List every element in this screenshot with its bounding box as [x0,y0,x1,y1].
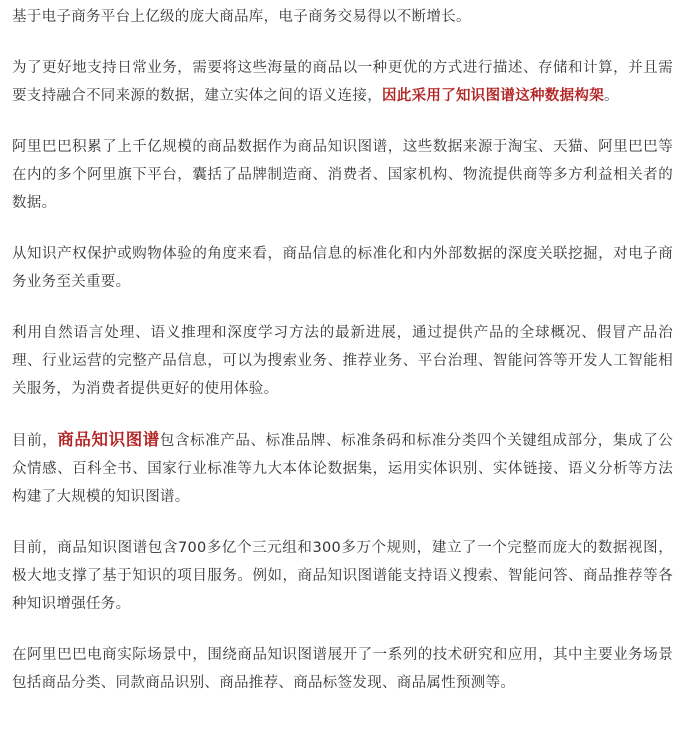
paragraph-text: 。 [604,88,619,104]
paragraph-text: 在阿里巴巴电商实际场景中，围绕商品知识图谱展开了一系列的技术研究和应用，其中主要业务场景包括商品分类、同款商品识别、商品推荐、商品标签发现、商品属性预测等。 [12,647,673,691]
paragraph-text: 包含标准产品、标准品牌、标准条码和标准分类四个关键组成部分，集成了公众情感、百科全书、国家行业标准等九大本体论数据集，运用实体识别、实体链接、语义分析等方法构建了大规模的知识图谱。 [12,433,674,505]
paragraph-text: 目前， [12,433,58,449]
paragraph-alibaba-data [12,133,673,217]
highlight-text: 商品知识图谱 [57,430,160,449]
highlight-text: 因此采用了知识图谱这种数据构架 [382,88,604,104]
paragraph-text: 目前，商品知识图谱包含700多亿个三元组和300多万个规则，建立了一个完整而庞大的数据视图，极大地支撑了基于知识的项目服务。例如，商品知识图谱能支持语义搜索、智能问答、商品推荐等各种知识增强任务。 [12,540,673,612]
paragraph-text: 为了更好地支持日常业务，需要将这些海量的商品以一种更优的方式进行描述、存储和计算，并且需要支持融合不同来源的数据，建立实体之间的语义连接， [12,60,673,104]
paragraph-graph-scale [12,534,673,618]
paragraph-text: 阿里巴巴积累了上千亿规模的商品数据作为商品知识图谱，这些数据来源于淘宝、天猫、阿里巴巴等在内的多个阿里旗下平台，囊括了品牌制造商、消费者、国家机构、物流提供商等多方利益相关者的数据。 [12,139,673,211]
paragraph-knowledge-graph-motivation [12,54,673,110]
paragraph-text: 利用自然语言处理、语义推理和深度学习方法的最新进展，通过提供产品的全球概况、假冒产品治理、行业运营的完整产品信息，可以为搜索业务、推荐业务、平台治理、智能问答等开发人工智能相关服务，为消费者提供更好的使用体验。 [12,325,673,397]
paragraph-applications [12,641,673,697]
paragraph-nlp-services [12,319,673,403]
paragraph-graph-components [12,426,673,511]
paragraph-ip-protection [12,240,673,296]
paragraph-text: 从知识产权保护或购物体验的角度来看，商品信息的标准化和内外部数据的深度关联挖掘，对电子商务业务至关重要。 [12,246,673,290]
paragraph-intro [12,3,673,31]
paragraph-text: 基于电子商务平台上亿级的庞大商品库，电子商务交易得以不断增长。 [12,9,471,25]
